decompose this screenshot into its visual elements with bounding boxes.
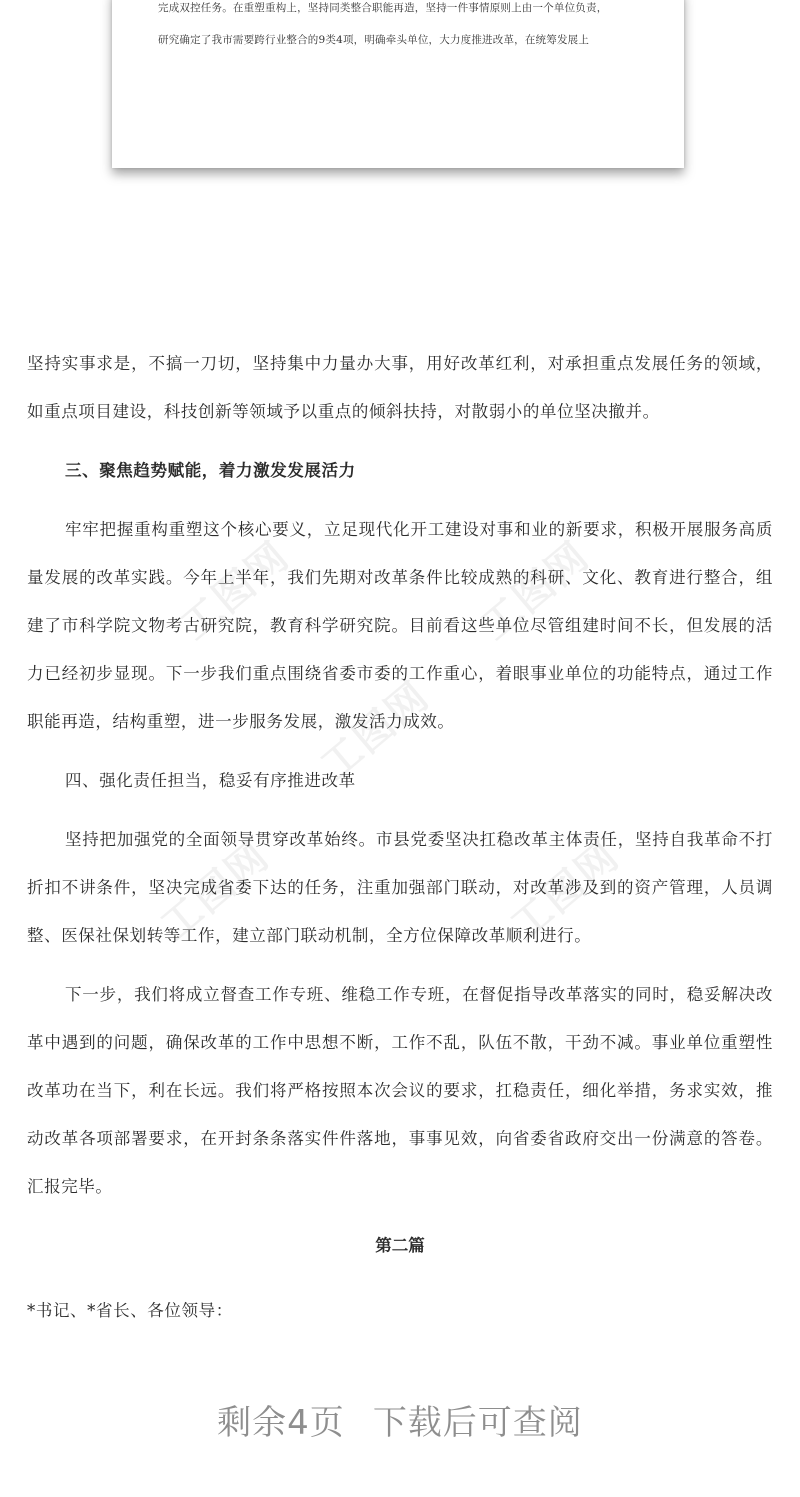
- paragraph: 下一步，我们将成立督查工作专班、维稳工作专班，在督促指导改革落实的同时，稳妥解决改革中遇到的问题，确保改革的工作中思想不断，工作不乱，队伍不散，干劲不减。事业单位重塑性改革功在当下，利在长远。我们将严格按照本次会议的要求，扛稳责任，细化举措，务求实效，推动改革各项部署要求，在开封条条落实件件落地，事事见效，向省委省政府交出一份满意的答卷。汇报完毕。: [27, 985, 773, 1196]
- paragraph: 坚持把加强党的全面领导贯穿改革始终。市县党委坚决扛稳改革主体责任，坚持自我革命不打折扣不讲条件，坚决完成省委下达的任务，注重加强部门联动，对改革涉及到的资产管理，人员调整、医保社保划转等工作，建立部门联动机制，全方位保障改革顺利进行。: [27, 830, 773, 945]
- document-body: [27, 340, 773, 1351]
- remaining-pages-label: 剩余4页: [217, 1403, 345, 1443]
- section-heading: 三、聚焦趋势赋能，着力激发发展活力: [65, 461, 356, 480]
- watermark: 工图网: [312, 673, 439, 790]
- paragraph: 牢牢把握重构重塑这个核心要义，立足现代化开工建设对事和业的新要求，积极开展服务高质量发展的改革实践。今年上半年，我们先期对改革条件比较成熟的科研、文化、教育进行整合，组建了市科学院文物考古研究院，教育科学研究院。目前看这些单位尽管组建时间不长，但发展的活力已经初步显现。下一步我们重点围绕省委市委的工作重心，着眼事业单位的功能特点，通过工作职能再造，结构重塑，进一步服务发展，激发活力成效。: [27, 520, 773, 731]
- watermark: 工图网: [172, 533, 299, 650]
- salutation: *书记、*省长、各位领导：: [27, 1300, 233, 1320]
- section-heading: 四、强化责任担当，稳妥有序推进改革: [65, 771, 356, 790]
- preview-text-line: 完成双控任务。在重塑重构上，坚持同类整合职能再造，坚持一件事情原则上由一个单位负责，: [158, 2, 608, 14]
- watermark: 工图网: [152, 833, 279, 950]
- page-preview-card: [112, 0, 684, 168]
- paragraph: 坚持实事求是，不搞一刀切，坚持集中力量办大事，用好改革红利，对承担重点发展任务的领域，如重点项目建设，科技创新等领域予以重点的倾斜扶持，对散弱小的单位坚决撤并。: [27, 354, 773, 421]
- download-to-view-label: 下载后可查阅: [372, 1403, 583, 1443]
- preview-text-line: 研究确定了我市需要跨行业整合的9类4项，明确牵头单位，大力度推进改革，在统筹发展上: [158, 34, 590, 46]
- watermark: 工图网: [472, 533, 599, 650]
- watermark: 工图网: [502, 833, 629, 950]
- section-title: 第二篇: [375, 1236, 425, 1255]
- remaining-pages-banner[interactable]: [0, 1395, 800, 1444]
